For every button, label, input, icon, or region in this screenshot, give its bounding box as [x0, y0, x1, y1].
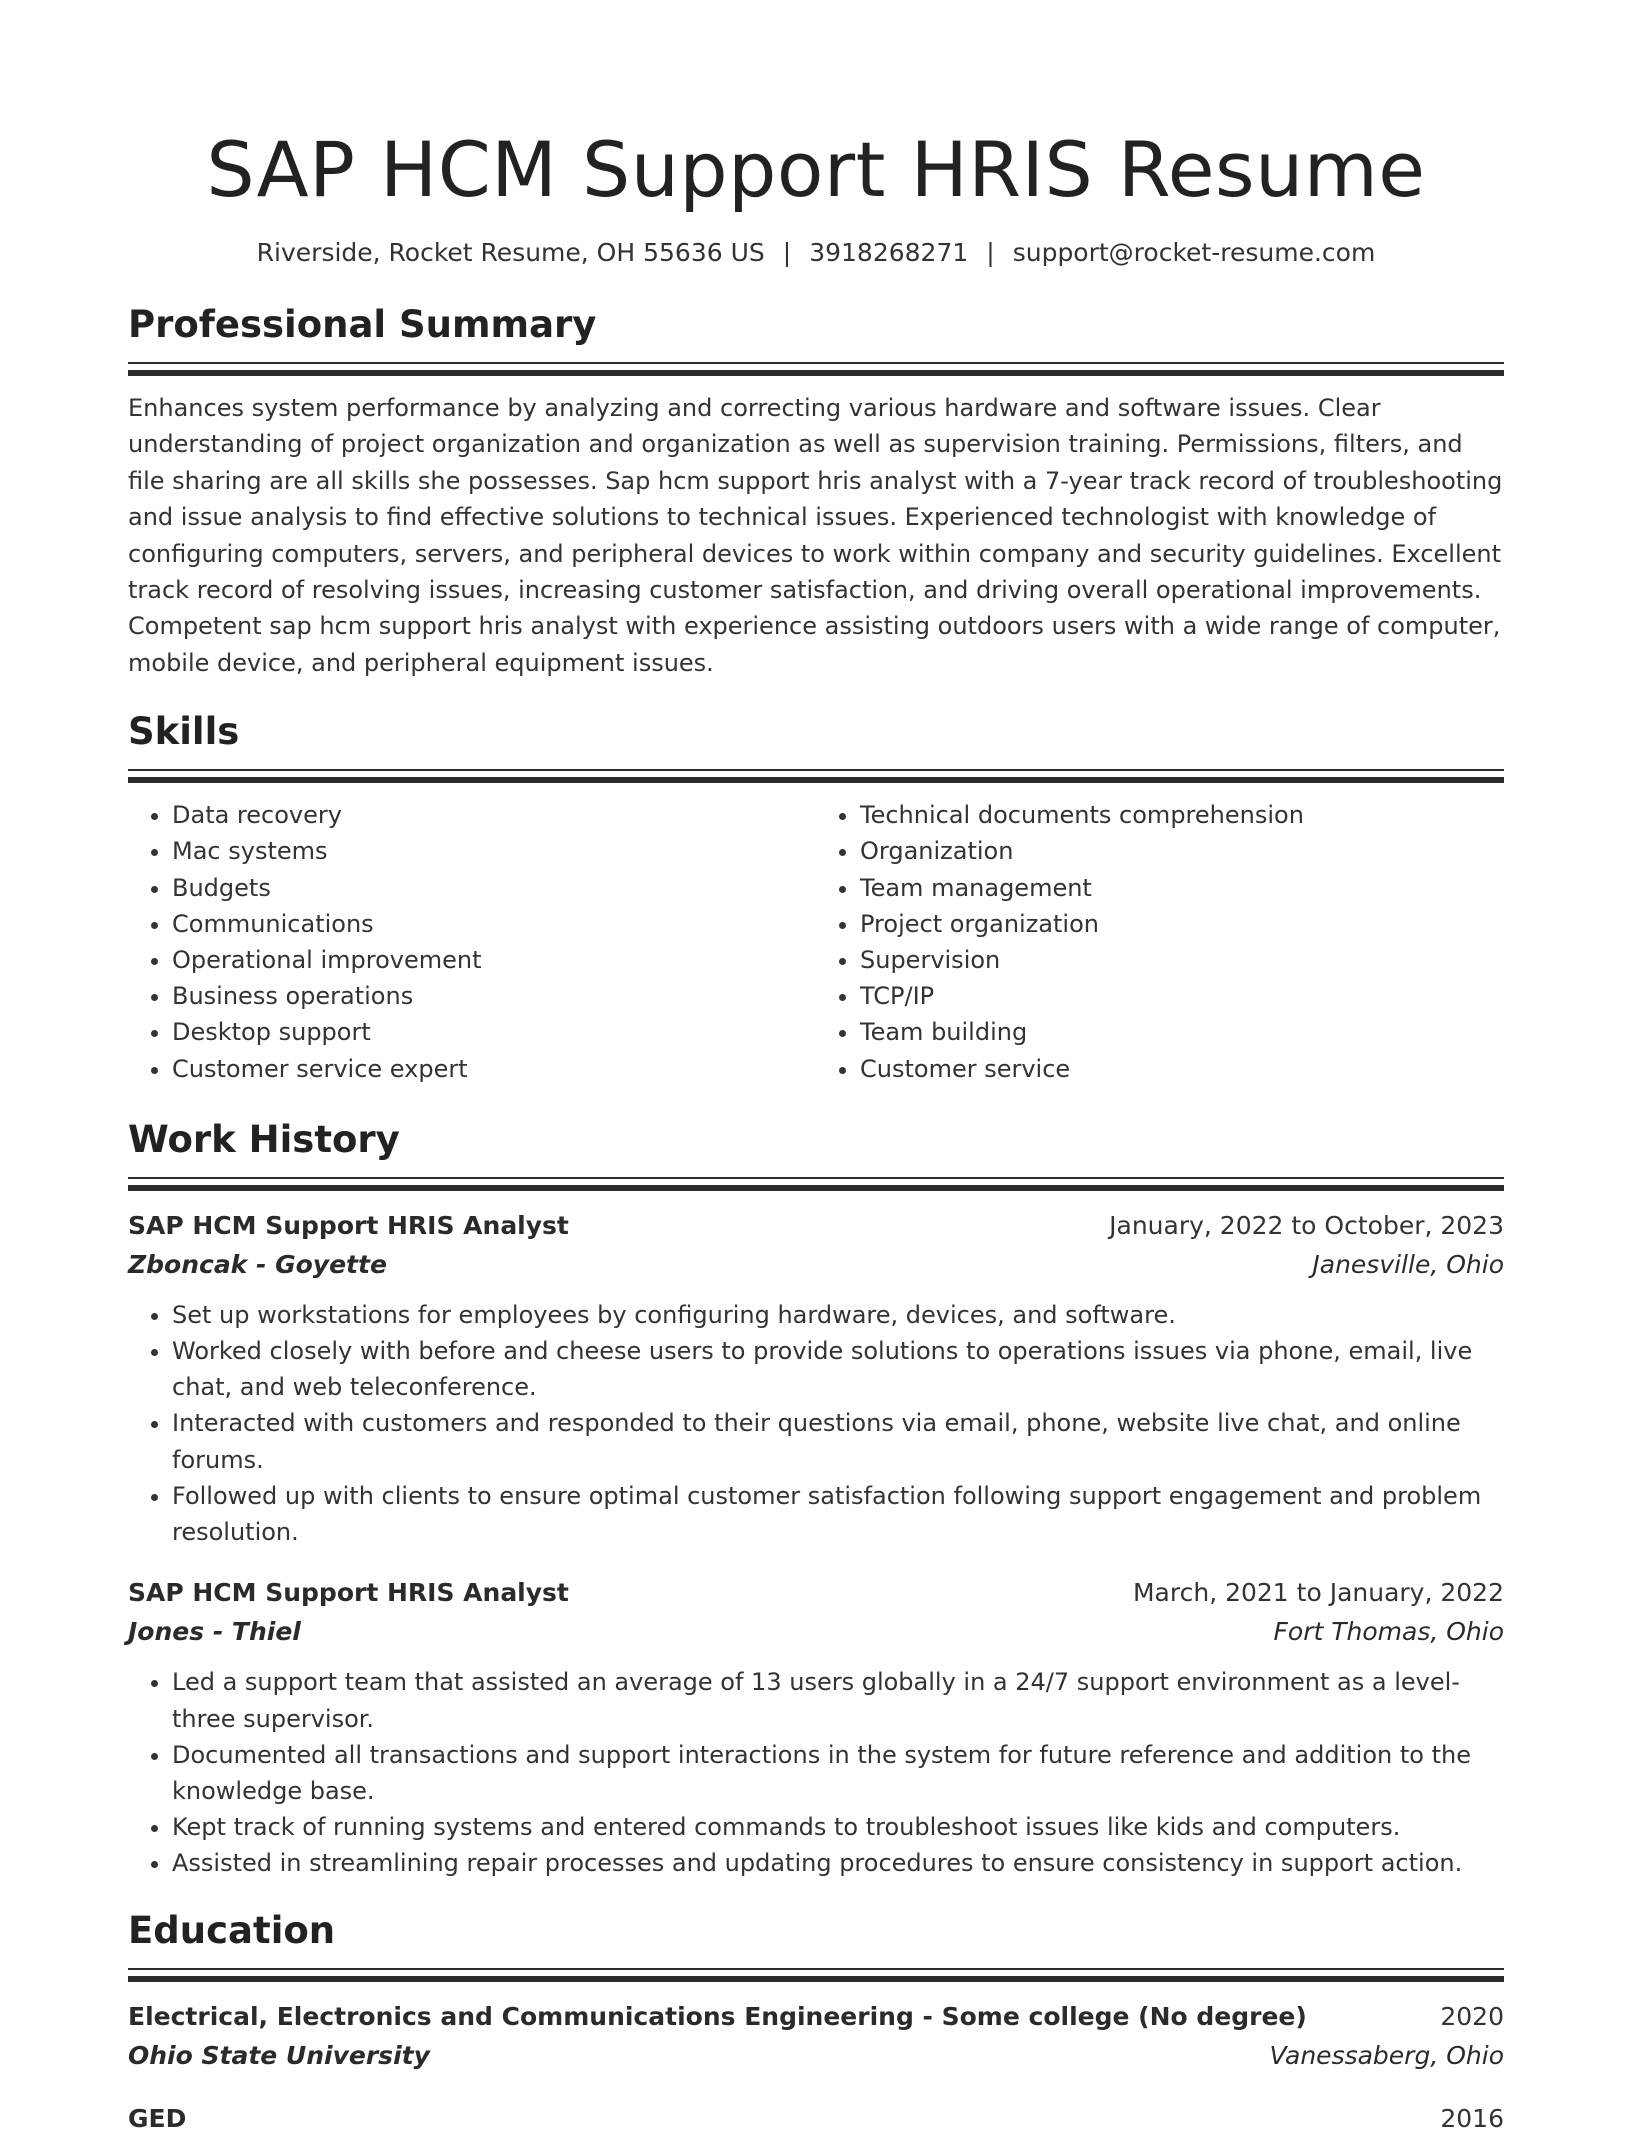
skills-section — [128, 709, 1504, 1087]
summary-section — [128, 302, 1504, 681]
skill-item: • Customer service expert — [172, 1051, 816, 1087]
section-divider — [128, 769, 1504, 783]
skills-column-left — [128, 797, 816, 1087]
job-bullets — [128, 1664, 1504, 1881]
section-heading-work: Work History — [128, 1117, 400, 1161]
skill-item: • TCP/IP — [860, 978, 1504, 1014]
skill-item: • Business operations — [172, 978, 816, 1014]
job-bullets — [128, 1297, 1504, 1550]
section-heading-skills: Skills — [128, 710, 240, 754]
skill-item: • Desktop support — [172, 1014, 816, 1050]
skill-item: • Mac systems — [172, 833, 816, 869]
job-bullet: • Followed up with clients to ensure optimal customer satisfaction following support engagement and problem resolution. — [172, 1478, 1504, 1550]
skills-list — [128, 797, 1504, 1087]
education-location: Vanessaberg, Ohio — [1269, 2040, 1504, 2070]
contact-separator: | — [782, 238, 792, 267]
contact-line — [128, 236, 1504, 270]
job-company: Zboncak - Goyette — [128, 1249, 387, 1279]
job-bullet: • Assisted in streamlining repair processes and updating procedures to ensure consistency in support action. — [172, 1845, 1504, 1881]
job-entry — [128, 1574, 1504, 1881]
education-entry — [128, 1998, 1504, 2076]
contact-address: Riverside, Rocket Resume, OH 55636 US — [256, 238, 765, 267]
skill-item: • Operational improvement — [172, 942, 816, 978]
section-heading-summary: Professional Summary — [128, 303, 597, 346]
job-bullet: • Worked closely with before and cheese users to provide solutions to operations issues via phone, email, live chat, and web teleconference. — [172, 1333, 1504, 1405]
resume-page — [128, 0, 1504, 2138]
skill-item: • Communications — [172, 906, 816, 942]
skill-item: • Organization — [860, 833, 1504, 869]
section-divider — [128, 1177, 1504, 1191]
job-bullet: • Kept track of running systems and entered commands to troubleshoot issues like kids and computers. — [172, 1809, 1504, 1845]
summary-text: Enhances system performance by analyzing and correcting various hardware and software issues. Clear understanding of project organization and organization as well as supervision training. Permissions, filters, and file sharing are all skills she possesses. Sap hcm support hris analyst with a 7-year track record of troubleshooting and issue analysis to find effective solutions to technical issues. Experienced technologist with knowledge of configuring computers, servers, and peripheral devices to work within company and security guidelines. Excellent track record of resolving issues, increasing customer satisfaction, and driving overall operational improvements. Competent sap hcm support hris analyst with experience assisting outdoors users with a wide range of computer, mobile device, and peripheral equipment issues. — [128, 394, 1503, 677]
job-company: Jones - Thiel — [128, 1617, 301, 1647]
job-entry — [128, 1207, 1504, 1550]
education-entry — [128, 2100, 1504, 2138]
skill-item: • Customer service — [860, 1051, 1504, 1087]
skill-item: • Technical documents comprehension — [860, 797, 1504, 833]
skill-item: • Budgets — [172, 870, 816, 906]
contact-email[interactable]: support@rocket-resume.com — [1012, 238, 1376, 267]
skill-item: • Project organization — [860, 906, 1504, 942]
resume-title: SAP HCM Support HRIS Resume — [206, 125, 1426, 214]
job-location: Fort Thomas, Ohio — [1273, 1617, 1504, 1647]
job-title: SAP HCM Support HRIS Analyst — [128, 1210, 569, 1240]
skills-column-right — [816, 797, 1504, 1087]
education-degree: GED — [128, 2103, 187, 2133]
section-divider — [128, 362, 1504, 376]
job-bullet: • Interacted with customers and responded to their questions via email, phone, website live chat, and online forums. — [172, 1405, 1504, 1477]
job-bullet: • Documented all transactions and support interactions in the system for future reference and addition to the knowledge base. — [172, 1737, 1504, 1809]
job-bullet: • Led a support team that assisted an average of 13 users globally in a 24/7 support environment as a level-three supervisor. — [172, 1664, 1504, 1736]
education-year: 2020 — [1440, 2001, 1504, 2031]
contact-separator: | — [986, 238, 995, 267]
education-school: Ohio State University — [128, 2040, 430, 2070]
job-dates: March, 2021 to January, 2022 — [1132, 1578, 1504, 1608]
skill-item: • Team management — [860, 870, 1504, 906]
section-divider — [128, 1968, 1504, 1982]
work-section — [128, 1117, 1504, 1882]
education-section — [128, 1908, 1504, 2138]
skill-item: • Data recovery — [172, 797, 816, 833]
skill-item: • Supervision — [860, 942, 1504, 978]
job-dates: January, 2022 to October, 2023 — [1109, 1210, 1504, 1240]
section-heading-education: Education — [128, 1908, 336, 1952]
job-location: Janesville, Ohio — [1312, 1249, 1504, 1279]
job-title: SAP HCM Support HRIS Analyst — [128, 1578, 569, 1608]
education-degree: Electrical, Electronics and Communications Engineering - Some college (No degree) — [128, 2001, 1307, 2031]
skill-item: • Team building — [860, 1014, 1504, 1050]
contact-phone: 3918268271 — [809, 238, 969, 267]
job-bullet: • Set up workstations for employees by configuring hardware, devices, and software. — [172, 1297, 1504, 1333]
education-year: 2016 — [1440, 2103, 1504, 2133]
